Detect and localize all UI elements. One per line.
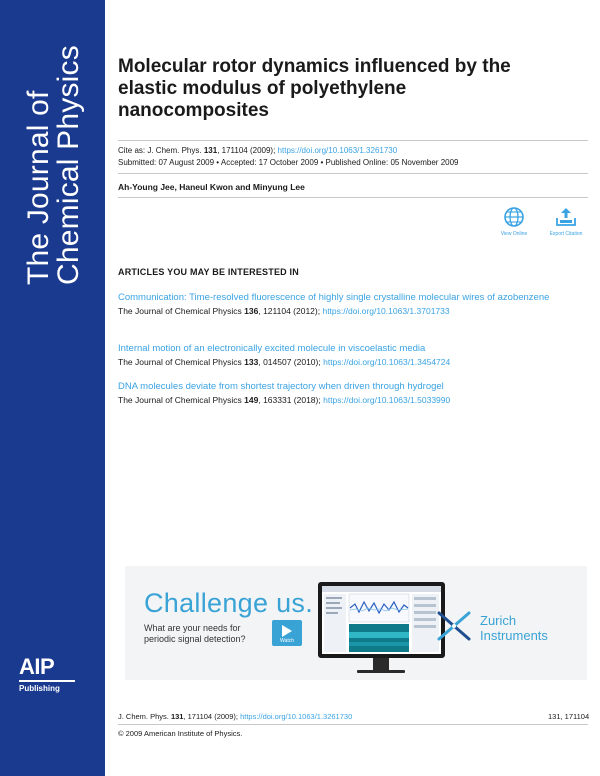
export-citation-label: Export Citation xyxy=(549,231,583,237)
play-icon xyxy=(282,625,292,637)
related-article-doi-link[interactable]: https://doi.org/10.1063/1.3701733 xyxy=(322,305,450,316)
zurich-instruments-wordmark: Zurich Instruments xyxy=(480,613,548,643)
related-article-doi-link[interactable]: https://doi.org/10.1063/1.5033990 xyxy=(323,394,451,405)
globe-icon xyxy=(503,206,525,228)
aip-mark: AIP xyxy=(19,654,55,679)
monitor-stand xyxy=(373,658,389,670)
monitor-screenshot xyxy=(318,582,445,658)
footer-doi-link[interactable]: https://doi.org/10.1063/1.3261730 xyxy=(240,712,353,721)
page-identifier: 131, 171104 xyxy=(548,712,590,721)
related-articles-heading: ARTICLES YOU MAY BE INTERESTED IN xyxy=(118,267,299,277)
journal-sidebar xyxy=(0,0,105,776)
view-online-button[interactable] xyxy=(494,206,534,237)
related-article xyxy=(118,381,578,406)
related-article-title-link[interactable]: Communication: Time-resolved fluorescence of highly single crystalline molecular wires of azobenzene xyxy=(118,292,550,303)
copyright-notice: © 2009 American Institute of Physics. xyxy=(118,729,243,738)
journal-name: The Journal of Chemical Physics xyxy=(22,45,85,285)
divider xyxy=(118,197,588,198)
article-title: Molecular rotor dynamics influenced by the elastic modulus of polyethylene nanocomposites xyxy=(118,56,511,121)
article-doi-link[interactable]: https://doi.org/10.1063/1.3261730 xyxy=(277,146,398,155)
watch-video-button[interactable] xyxy=(272,620,302,646)
citation-line: Cite as: J. Chem. Phys. 131, 171104 (2009); https://doi.org/10.1063/1.3261730 xyxy=(118,146,398,155)
ad-body-text: What are your needs for periodic signal detection? xyxy=(144,623,246,644)
related-article-citation: The Journal of Chemical Physics 133, 014507 (2010); https://doi.org/10.1063/1.3454724 xyxy=(118,356,451,367)
divider xyxy=(118,173,588,174)
related-article-doi-link[interactable]: https://doi.org/10.1063/1.3454724 xyxy=(323,356,451,367)
footer-divider xyxy=(118,724,588,725)
author-list[interactable]: Ah-Young Jee, Haneul Kwon and Minyung Lee xyxy=(118,182,305,192)
related-article-citation: The Journal of Chemical Physics 149, 163331 (2018); https://doi.org/10.1063/1.5033990 xyxy=(118,394,451,405)
related-article-title-link[interactable]: Internal motion of an electronically excited molecule in viscoelastic media xyxy=(118,343,426,354)
aip-publishing-logo[interactable] xyxy=(19,656,75,693)
related-article-citation: The Journal of Chemical Physics 136, 121104 (2012); https://doi.org/10.1063/1.3701733 xyxy=(118,305,450,316)
watch-label: Watch xyxy=(280,638,294,644)
instrument-software-screen xyxy=(322,586,441,654)
related-article xyxy=(118,292,578,317)
zurich-instruments-ad[interactable] xyxy=(125,566,587,680)
footer-citation: J. Chem. Phys. 131, 171104 (2009); https://doi.org/10.1063/1.3261730 xyxy=(118,712,353,721)
ad-headline: Challenge us. xyxy=(144,588,314,618)
divider xyxy=(118,140,588,141)
publication-dates: Submitted: 07 August 2009 • Accepted: 17 October 2009 • Published Online: 05 November 2009 xyxy=(118,158,459,167)
export-citation-button[interactable] xyxy=(546,206,586,237)
zurich-instruments-logo xyxy=(437,611,471,641)
export-icon xyxy=(554,206,578,228)
view-online-label: View Online xyxy=(500,231,528,237)
monitor-base xyxy=(357,670,405,673)
related-article xyxy=(118,343,578,368)
related-article-title-link[interactable]: DNA molecules deviate from shortest trajectory when driven through hydrogel xyxy=(118,381,444,392)
logo-divider xyxy=(19,680,75,682)
aip-publishing-text: Publishing xyxy=(19,684,60,693)
